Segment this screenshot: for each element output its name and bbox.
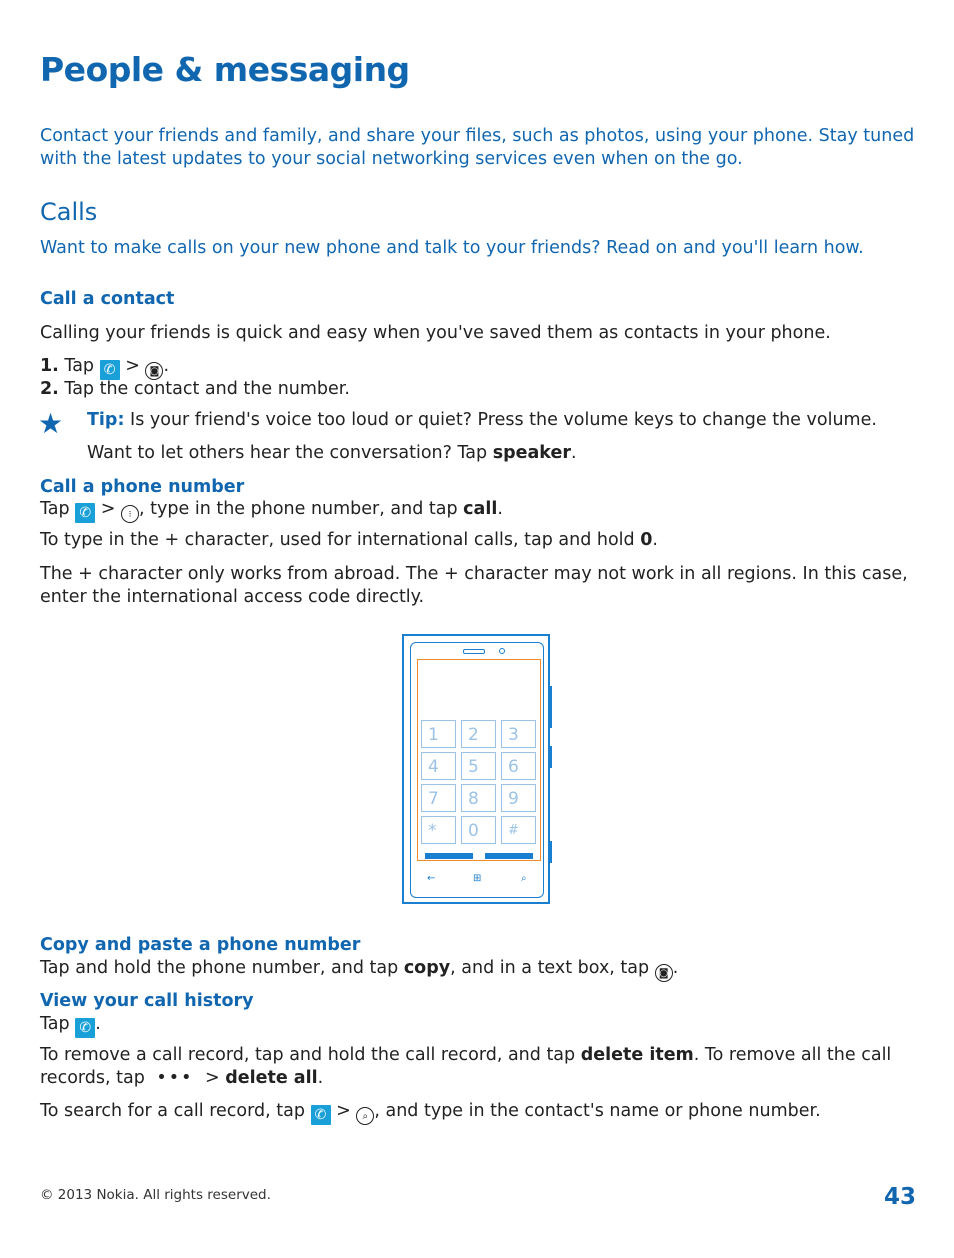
call-number-para3: The + character only works from abroad. The + character may not work in all regions. In this case, enter the international access code directly.: [40, 564, 908, 607]
speaker-label: speaker: [492, 443, 571, 463]
page-number: 43: [884, 1184, 917, 1210]
dial-key: 0: [461, 816, 496, 844]
tip2-text: Want to let others hear the conversation? Tap: [87, 443, 488, 463]
intro-text: Contact your friends and family, and share your files, such as photos, using your phone. Stay tuned with the latest updates to your social networking services even when on the go.: [40, 126, 915, 169]
phone-icon: ✆: [75, 1018, 95, 1038]
dial-key: 2: [461, 720, 496, 748]
copy-paste-end: .: [672, 958, 679, 978]
zero-label: 0: [640, 530, 653, 550]
line1-tap: Tap: [40, 499, 70, 519]
page-title: People & messaging: [40, 50, 410, 89]
line1-end: .: [497, 499, 503, 519]
remove-end: .: [317, 1067, 324, 1088]
history-search: [40, 1100, 821, 1125]
volume-button: [549, 686, 552, 728]
copy-paste-heading: Copy and paste a phone number: [40, 935, 361, 955]
star-icon: ★: [38, 407, 64, 440]
tip-label: Tip:: [87, 410, 125, 430]
contacts-icon: ◙: [145, 362, 163, 380]
dial-key: #: [501, 816, 536, 844]
call-label: call: [463, 499, 498, 519]
power-button: [549, 746, 552, 768]
line1-mid: , type in the phone number, and tap: [139, 499, 458, 519]
phone-icon: ✆: [311, 1105, 331, 1125]
remove-pre: To remove a call record, tap and hold the call record, and tap: [40, 1045, 576, 1065]
dial-key: 9: [501, 784, 536, 812]
phone-speaker: [463, 649, 485, 654]
phone-icon: ✆: [75, 503, 95, 523]
keypad-icon: ⁝: [121, 505, 139, 523]
more-icon: •••: [156, 1067, 194, 1088]
step-2-number: 2.: [40, 379, 59, 399]
history-tap-end: .: [95, 1014, 101, 1034]
dial-key: 4: [421, 752, 456, 780]
paste-icon: ◙: [655, 964, 673, 982]
calls-heading: Calls: [40, 198, 98, 226]
copy-paste-text: [40, 957, 678, 982]
remove-gt: >: [204, 1067, 220, 1088]
phone-body: [410, 642, 544, 898]
step-1: [40, 355, 169, 380]
dial-key: 1: [421, 720, 456, 748]
step-1-number: 1.: [40, 356, 59, 376]
search-icon: ⌕: [521, 873, 527, 884]
line1-gt: >: [100, 499, 116, 519]
tip-line: [87, 409, 927, 432]
delete-all-label: delete all: [225, 1067, 318, 1088]
history-tap-text: Tap: [40, 1014, 70, 1034]
call-number-heading: Call a phone number: [40, 477, 245, 497]
step-1-end: .: [163, 356, 170, 376]
search-icon: ⌕: [356, 1107, 374, 1125]
save-button-bar: [485, 853, 533, 859]
phone-illustration: [402, 634, 550, 904]
phone-icon: ✆: [100, 360, 120, 380]
copyright: © 2013 Nokia. All rights reserved.: [40, 1187, 271, 1203]
search-end: , and type in the contact's name or phone number.: [374, 1101, 821, 1121]
back-icon: ←: [427, 873, 436, 884]
calls-intro: Want to make calls on your new phone and talk to your friends? Read on and you'll learn how.: [40, 238, 864, 258]
search-gt: >: [336, 1101, 351, 1121]
history-tap: [40, 1013, 101, 1038]
delete-item-label: delete item: [580, 1045, 694, 1065]
phone-camera: [499, 648, 505, 654]
step-1-text: Tap: [64, 356, 95, 376]
phone-screen: [417, 659, 541, 861]
step-2-text: Tap the contact and the number.: [64, 379, 350, 399]
tip-text: Is your friend's voice too loud or quiet? Press the volume keys to change the volume.: [130, 410, 877, 430]
call-number-para2: [40, 529, 658, 552]
call-button-bar: [425, 853, 473, 859]
dial-key: *: [421, 816, 456, 844]
dial-key: 6: [501, 752, 536, 780]
remove-mid: . To remove all the call records, tap: [40, 1045, 892, 1088]
step-1-gt: >: [125, 356, 140, 376]
history-heading: View your call history: [40, 991, 254, 1011]
windows-icon: ⊞: [473, 873, 482, 884]
call-number-line1: [40, 498, 503, 523]
dial-key: 8: [461, 784, 496, 812]
camera-button: [549, 841, 552, 863]
call-contact-para: Calling your friends is quick and easy when you've saved them as contacts in your phone.: [40, 323, 831, 343]
search-pre: To search for a call record, tap: [40, 1101, 305, 1121]
dial-key: 5: [461, 752, 496, 780]
call-contact-heading: Call a contact: [40, 289, 175, 309]
copy-paste-mid: , and in a text box, tap: [450, 958, 650, 978]
para2-end: .: [652, 530, 658, 550]
history-remove: [40, 1044, 920, 1089]
tip2-end: .: [570, 443, 577, 463]
dial-key: 7: [421, 784, 456, 812]
tip-line-2: [87, 442, 577, 465]
dial-key: 3: [501, 720, 536, 748]
copy-label: copy: [403, 958, 451, 978]
para2-text: To type in the + character, used for international calls, tap and hold: [40, 530, 635, 550]
copy-paste-pre: Tap and hold the phone number, and tap: [40, 958, 399, 978]
step-2: [40, 378, 350, 401]
